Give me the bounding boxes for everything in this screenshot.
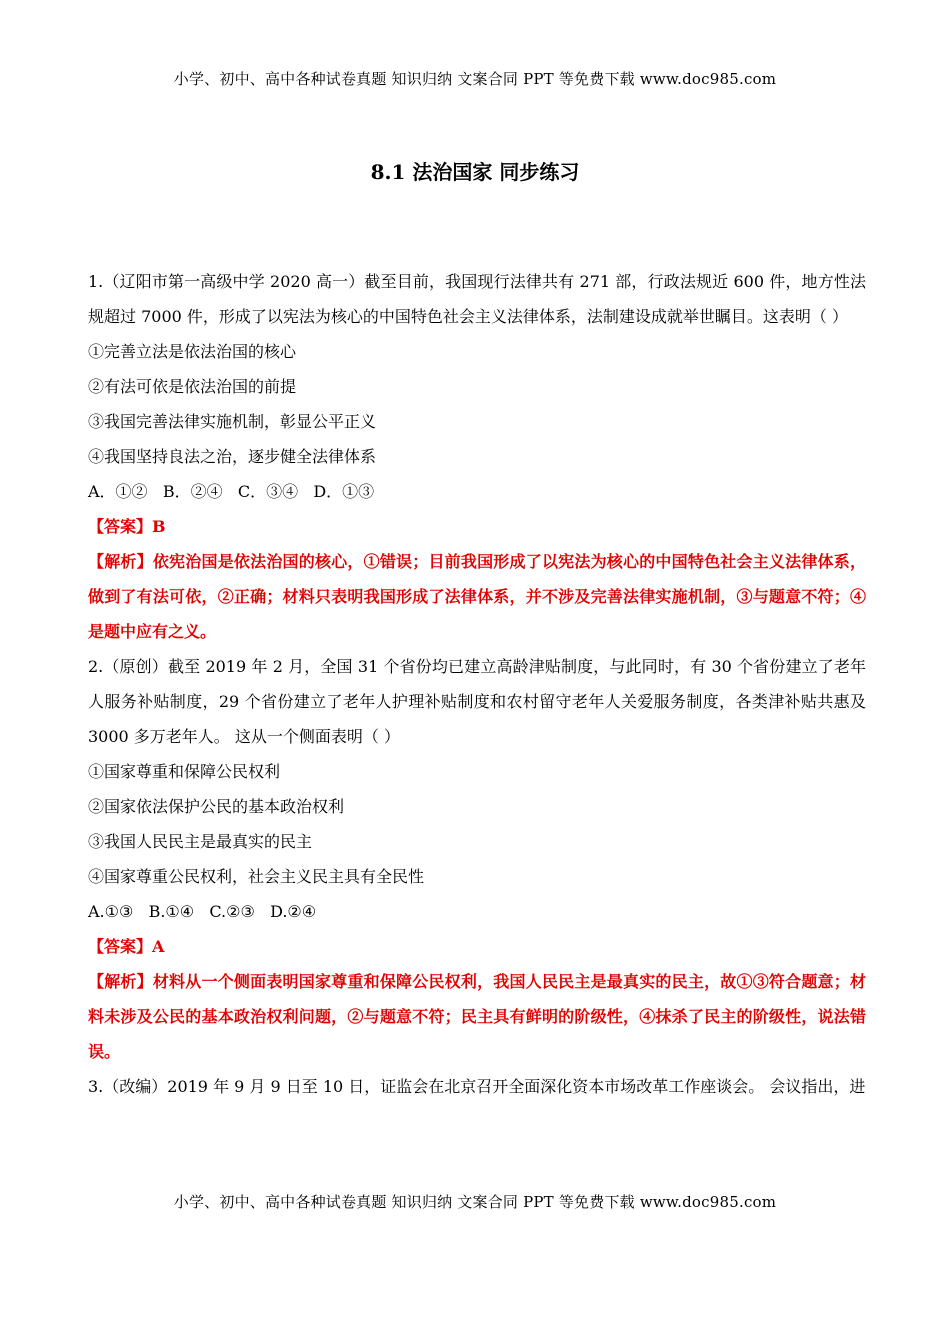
document-body: [88, 264, 866, 1104]
analysis-text: 【解析】依宪治国是依法治国的核心，①错误；目前我国形成了以宪法为核心的中国特色社会主义法律体系，做到了有法可依，②正确；材料只表明我国形成了法律体系，并不涉及完善法律实施机制，③与题意不符；④是题中应有之义。: [88, 552, 866, 641]
answer-label: 【答案】B: [88, 517, 166, 536]
page-header: 小学、初中、高中各种试卷真题 知识归纳 文案合同 PPT 等免费下载 www.doc985.com: [173, 70, 777, 88]
page-title: 8.1 法治国家 同步练习: [370, 160, 580, 184]
question-3: [88, 1069, 866, 1104]
question-stem: 2.（原创）截至 2019 年 2 月，全国 31 个省份均已建立高龄津贴制度，与此同时，有 30 个省份建立了老年人服务补贴制度，29 个省份建立了老年人护理补贴制度和农村留守老年人关爱服务制度，各类津补贴共惠及 3000 多万老年人。 这从一个侧面表明（ ）: [88, 657, 866, 746]
analysis-text: 【解析】材料从一个侧面表明国家尊重和保障公民权利，我国人民民主是最真实的民主，故①③符合题意；材料未涉及公民的基本政治权利问题，②与题意不符；民主具有鲜明的阶级性，④抹杀了民主的阶级性，说法错误。: [88, 972, 866, 1061]
question-item: ③我国人民民主是最真实的民主: [88, 832, 313, 851]
page-footer: 小学、初中、高中各种试卷真题 知识归纳 文案合同 PPT 等免费下载 www.doc985.com: [173, 1193, 777, 1211]
question-item: ④国家尊重公民权利，社会主义民主具有全民性: [88, 867, 425, 886]
question-item: ④我国坚持良法之治，逐步健全法律体系: [88, 447, 377, 466]
answer-options: A．①② B．②④ C．③④ D．①③: [88, 482, 375, 501]
question-item: ①国家尊重和保障公民权利: [88, 762, 281, 781]
question-2: [88, 649, 866, 1069]
question-1: [88, 264, 866, 649]
question-item: ③我国完善法律实施机制，彰显公平正义: [88, 412, 377, 431]
question-item: ②国家依法保护公民的基本政治权利: [88, 797, 345, 816]
question-stem: 3.（改编）2019 年 9 月 9 日至 10 日，证监会在北京召开全面深化资本市场改革工作座谈会。 会议指出，进: [88, 1077, 866, 1096]
question-item: ①完善立法是依法治国的核心: [88, 342, 297, 361]
answer-label: 【答案】A: [88, 937, 165, 956]
question-stem: 1.（辽阳市第一高级中学 2020 高一）截至目前，我国现行法律共有 271 部，行政法规近 600 件，地方性法规超过 7000 件，形成了以宪法为核心的中国特色社会主义法律体系，法制建设成就举世瞩目。这表明（ ）: [88, 272, 866, 326]
question-item: ②有法可依是依法治国的前提: [88, 377, 297, 396]
answer-options: A.①③ B.①④ C.②③ D.②④: [88, 902, 317, 921]
